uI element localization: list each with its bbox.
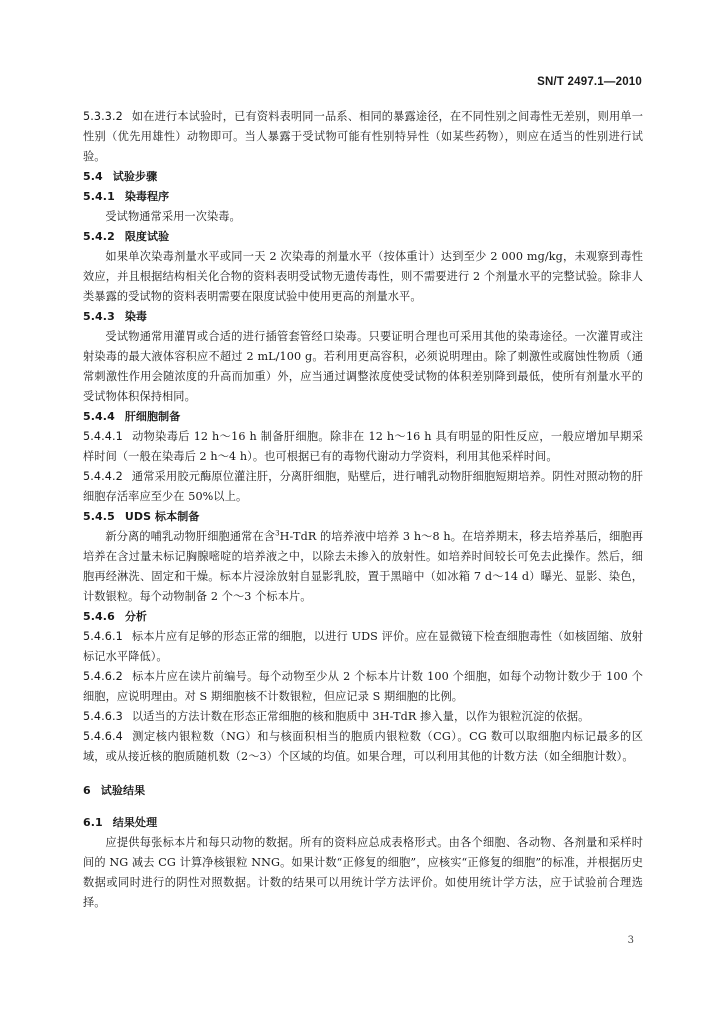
heading-number: 5.4.5 bbox=[83, 510, 115, 523]
clause-text: 标本片应有足够的形态正常的细胞，以进行 UDS 评价。应在显微镜下检查细胞毒性（如核固缩、放射标记水平降低）。 bbox=[83, 630, 643, 663]
heading-6-1 bbox=[83, 813, 643, 833]
text-before-superscript: 新分离的哺乳动物肝细胞通常在含 bbox=[105, 530, 276, 543]
heading-title: 染毒程序 bbox=[124, 190, 170, 203]
clause-number: 5.4.6.3 bbox=[83, 710, 123, 723]
heading-title: 结果处理 bbox=[112, 816, 158, 829]
paragraph-5-4-6-4 bbox=[83, 727, 643, 767]
paragraph-6-1: 应提供每张标本片和每只动物的数据。所有的资料应总成表格形式。由各个细胞、各动物、各剂量和采样时间的 NG 减去 CG 计算净核银粒 NNG。如果计数“正修复的细胞”，应核实“正修复的细胞”的标准，并根据历史数据或同时进行的阴性对照数据。计数的结果可以用统计学方法评价。如使用统计学方法，应于试验前合理选择。 bbox=[83, 836, 643, 909]
clause-text: 如在进行本试验时，已有资料表明同一品系、相同的暴露途径，在不同性别之间毒性无差别，则用单一性别（优先用雄性）动物即可。当人暴露于受试物可能有性别特异性（如某些药物），则应在适当的性别进行试验。 bbox=[83, 110, 643, 163]
heading-title: 分析 bbox=[124, 610, 148, 623]
heading-title: 试验步骤 bbox=[112, 170, 158, 183]
paragraph-5-4-2: 如果单次染毒剂量水平或同一天 2 次染毒的剂量水平（按体重计）达到至少 2 000 mg/kg，未观察到毒性效应，并且根据结构相关化合物的资料表明受试物无遗传毒性，则不需要进行 2 个剂量水平的完整试验。除非人类暴露的受试物的资料表明需要在限度试验中使用更高的剂量水平。 bbox=[83, 250, 643, 303]
clause-number: 5.4.6.2 bbox=[83, 670, 123, 683]
standard-code: SN/T 2497.1—2010 bbox=[537, 76, 642, 88]
heading-number: 5.4.6 bbox=[83, 610, 115, 623]
clause-text: 以适当的方法计数在形态正常细胞的核和胞质中 3H-TdR 掺入量，以作为银粒沉淀的依据。 bbox=[131, 710, 590, 723]
heading-number: 5.4.1 bbox=[83, 190, 115, 203]
heading-title: 肝细胞制备 bbox=[124, 410, 181, 423]
clause-number: 5.4.4.2 bbox=[83, 470, 123, 483]
heading-5-4-4 bbox=[83, 407, 643, 427]
heading-title: 染毒 bbox=[124, 310, 148, 323]
heading-6 bbox=[83, 781, 643, 801]
clause-text: 通常采用胶元酶原位灌注肝，分离肝细胞，贴壁后，进行哺乳动物肝细胞短期培养。阴性对照动物的肝细胞存活率应至少在 50%以上。 bbox=[83, 470, 643, 503]
heading-number: 6.1 bbox=[83, 816, 103, 829]
paragraph-5-4-6-2 bbox=[83, 667, 643, 707]
paragraph-5-4-4-1 bbox=[83, 427, 643, 467]
clause-number: 5.3.3.2 bbox=[83, 110, 123, 123]
text-after-superscript: H-TdR 的培养液中培养 3 h～8 h。在培养期末，移去培养基后，细胞再培养在含过量未标记胸腺嘧啶的培养液之中，以除去未掺入的放射性。如培养时间较长可免去此操作。然后，细胞再经淋洗、固定和干燥。标本片浸涂放射自显影乳胶，置于黑暗中（如冰箱 7 d～14 d）曝光、显影、染色，计数银粒。每个动物制备 2 个～3 个标本片。 bbox=[83, 530, 643, 603]
document-body bbox=[83, 107, 643, 913]
paragraph-5-4-5 bbox=[83, 527, 643, 607]
page-number: 3 bbox=[627, 935, 634, 946]
clause-text: 动物染毒后 12 h～16 h 制备肝细胞。除非在 12 h～16 h 具有明显的阳性反应，一般应增加早期采样时间（一般在染毒后 2 h～4 h）。也可根据已有的毒物代谢动力学资料，利用其他采样时间。 bbox=[83, 430, 643, 463]
clause-text: 测定核内银粒数（NG）和与核面积相当的胞质内银粒数（CG）。CG 数可以取细胞内标记最多的区域，或从接近核的胞质随机数（2～3）个区域的均值。如果合理，可以利用其他的计数方法（如全细胞计数）。 bbox=[83, 730, 643, 763]
paragraph-5-4-4-2 bbox=[83, 467, 643, 507]
paragraph-5-4-6-1 bbox=[83, 627, 643, 667]
clause-number: 5.4.6.4 bbox=[83, 730, 123, 743]
clause-text: 标本片应在读片前编号。每个动物至少从 2 个标本片计数 100 个细胞，如每个动物计数少于 100 个细胞，应说明理由。对 S 期细胞核不计数银粒，但应记录 S 期细胞的比例。 bbox=[83, 670, 643, 703]
heading-5-4 bbox=[83, 167, 643, 187]
heading-number: 5.4.3 bbox=[83, 310, 115, 323]
heading-title: 限度试验 bbox=[124, 230, 170, 243]
heading-5-4-2 bbox=[83, 227, 643, 247]
heading-title: 试验结果 bbox=[100, 784, 146, 797]
paragraph-5-4-6-3 bbox=[83, 707, 643, 727]
clause-number: 5.4.4.1 bbox=[83, 430, 123, 443]
heading-title: UDS 标本制备 bbox=[124, 510, 200, 523]
heading-number: 5.4.4 bbox=[83, 410, 115, 423]
heading-number: 5.4.2 bbox=[83, 230, 115, 243]
heading-5-4-1 bbox=[83, 187, 643, 207]
heading-5-4-5 bbox=[83, 507, 643, 527]
paragraph-5-4-3: 受试物通常用灌胃或合适的进行插管套管经口染毒。只要证明合理也可采用其他的染毒途径。一次灌胃或注射染毒的最大液体容积应不超过 2 mL/100 g。若利用更高容积，必须说明理由。除了刺激性或腐蚀性物质（通常刺激性作用会随浓度的升高而加重）外，应当通过调整浓度使受试物的体积差别降到最低，使所有剂量水平的受试物体积保持相同。 bbox=[83, 330, 643, 403]
heading-number: 5.4 bbox=[83, 170, 103, 183]
paragraph-5-4-1: 受试物通常采用一次染毒。 bbox=[105, 210, 241, 223]
heading-number: 6 bbox=[83, 784, 91, 797]
heading-5-4-6 bbox=[83, 607, 643, 627]
superscript: 3 bbox=[275, 529, 280, 538]
paragraph-5-3-3-2 bbox=[83, 107, 643, 167]
clause-number: 5.4.6.1 bbox=[83, 630, 123, 643]
heading-5-4-3 bbox=[83, 307, 643, 327]
